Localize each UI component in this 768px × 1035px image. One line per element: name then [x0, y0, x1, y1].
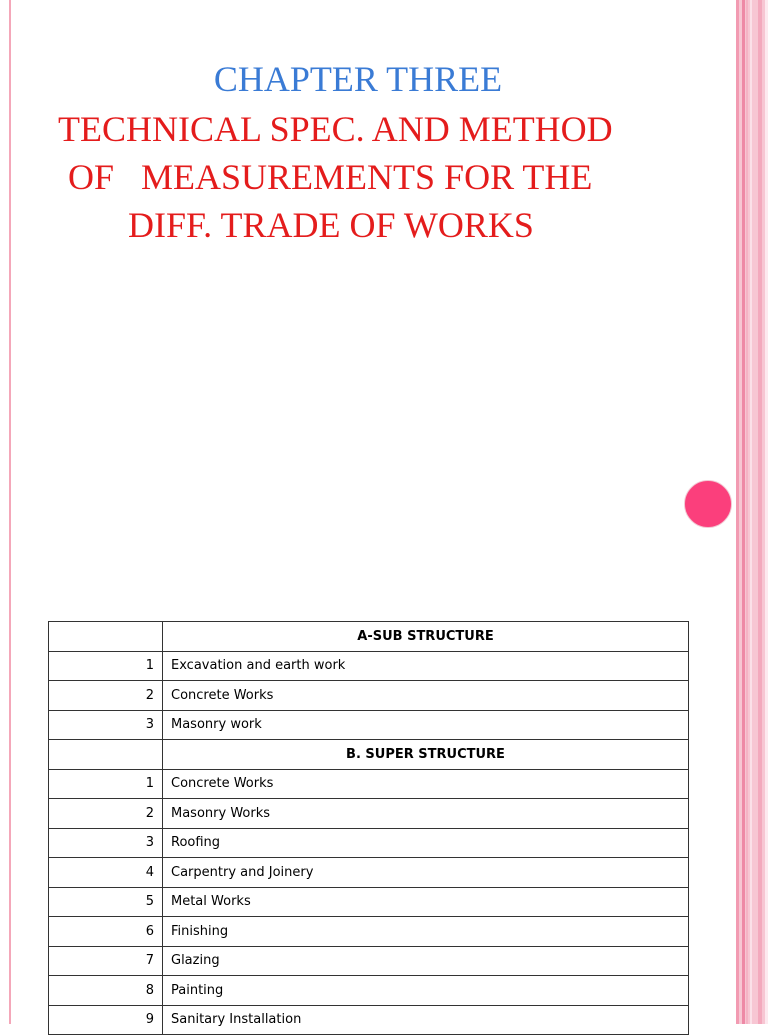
works-table — [48, 621, 689, 1035]
work-item: Carpentry and Joinery — [163, 858, 689, 888]
table-row — [49, 622, 689, 652]
work-item: Roofing — [163, 828, 689, 858]
row-number: 5 — [49, 887, 163, 917]
right-decorative-band — [736, 0, 768, 1024]
work-item: Concrete Works — [163, 681, 689, 711]
row-number: 2 — [49, 681, 163, 711]
row-number: 1 — [49, 769, 163, 799]
section-header-superstructure: B. SUPER STRUCTURE — [163, 740, 689, 770]
table-row — [49, 946, 689, 976]
work-item: Finishing — [163, 917, 689, 947]
slide-title — [48, 105, 678, 249]
table-row — [49, 1005, 689, 1035]
table-row — [49, 651, 689, 681]
chapter-heading: CHAPTER THREE — [213, 59, 503, 99]
row-number: 3 — [49, 828, 163, 858]
work-item: Sanitary Installation — [163, 1005, 689, 1035]
row-number: 3 — [49, 710, 163, 740]
work-item: Masonry Works — [163, 799, 689, 829]
table-cell — [49, 740, 163, 770]
row-number: 4 — [49, 858, 163, 888]
row-number: 2 — [49, 799, 163, 829]
left-border-line — [9, 0, 11, 1024]
work-item: Metal Works — [163, 887, 689, 917]
work-item: Concrete Works — [163, 769, 689, 799]
table-row — [49, 769, 689, 799]
row-number: 6 — [49, 917, 163, 947]
title-line-3: DIFF. TRADE OF WORKS — [128, 205, 534, 245]
table-row — [49, 740, 689, 770]
row-number: 9 — [49, 1005, 163, 1035]
title-line-1: TECHNICAL SPEC. AND METHOD — [58, 109, 613, 149]
work-item: Painting — [163, 976, 689, 1006]
table-row — [49, 799, 689, 829]
table-row — [49, 710, 689, 740]
table-row — [49, 976, 689, 1006]
row-number: 1 — [49, 651, 163, 681]
section-header-substructure: A-SUB STRUCTURE — [163, 622, 689, 652]
row-number: 7 — [49, 946, 163, 976]
table-row — [49, 681, 689, 711]
title-line-2: OF MEASUREMENTS FOR THE — [68, 157, 593, 197]
table-row — [49, 828, 689, 858]
table-cell — [49, 622, 163, 652]
table-row — [49, 887, 689, 917]
decorative-circle — [684, 480, 732, 528]
table-row — [49, 858, 689, 888]
work-item: Glazing — [163, 946, 689, 976]
work-item: Masonry work — [163, 710, 689, 740]
table-row — [49, 917, 689, 947]
work-item: Excavation and earth work — [163, 651, 689, 681]
row-number: 8 — [49, 976, 163, 1006]
